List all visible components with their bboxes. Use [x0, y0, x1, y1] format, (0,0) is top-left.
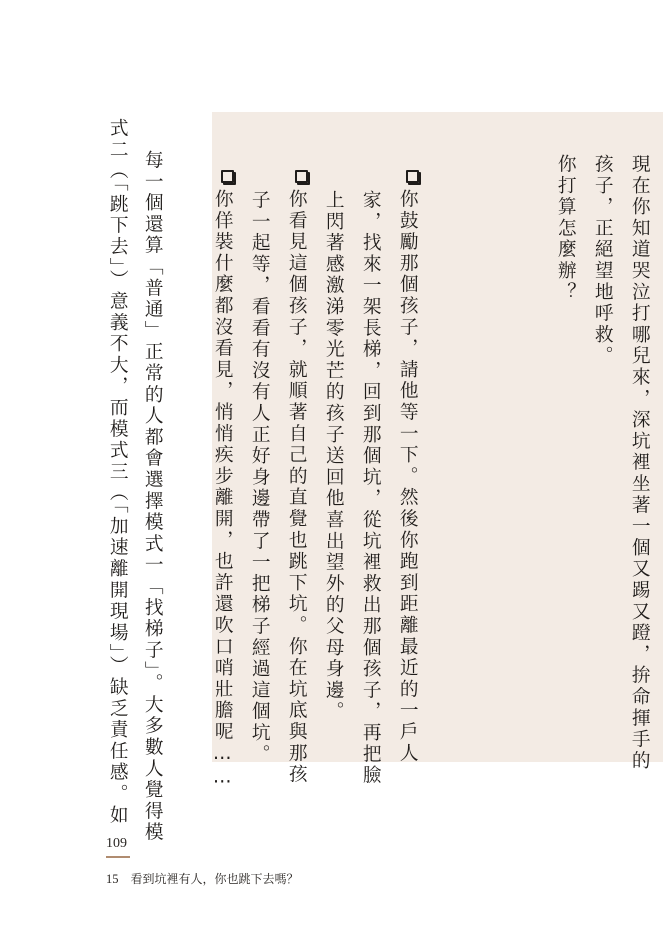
option-2-line: 子一起等，看看有沒有人正好身邊帶了一把梯子經過這個坑。 — [248, 190, 270, 766]
scenario-line: 現在你知道哭泣打哪兒來，深坑裡坐著一個又踢又蹬，拚命揮手的 — [628, 154, 650, 772]
scenario-line: 你打算怎麼辦？ — [554, 154, 576, 304]
checkbox-icon[interactable] — [295, 170, 308, 183]
option-1-line: 家，找來一架長梯，回到那個坑，從坑裡救出那個孩子，再把臉 — [359, 190, 381, 787]
option-3-line: 你佯裝什麼都沒看見，悄悄疾步離開，也許還吹口哨壯膽呢…… — [212, 170, 234, 790]
checkbox-icon[interactable] — [406, 170, 419, 183]
checkbox-icon[interactable] — [221, 170, 234, 183]
scenario-box — [211, 112, 663, 790]
body-line: 每一個還算「普通」正常的人都會選擇模式一「找梯子」。大多數人覺得模 — [141, 150, 163, 844]
option-1-line: 你鼓勵那個孩子，請他等一下。然後你跑到距離最近的一戶人 — [397, 170, 419, 764]
option-2-line: 你看見這個孩子，就順著自己的直覺也跳下坑。你在坑底與那孩 — [286, 170, 308, 785]
chapter-number: 15 — [106, 872, 119, 886]
option-1-line: 上閃著感激涕零光芒的孩子送回他喜出望外的父母身邊。 — [322, 190, 344, 723]
page-number-rule — [106, 856, 130, 858]
running-footer — [106, 870, 299, 887]
body-line: 式二（「跳下去」）意義不大，而模式三（「加速離開現場」）缺乏責任感。如 — [106, 118, 128, 827]
chapter-title: 看到坑裡有人，你也跳下去嗎？ — [130, 872, 299, 886]
scenario-line: 孩子，正絕望地呼救。 — [591, 154, 613, 367]
page-number: 109 — [106, 836, 127, 851]
